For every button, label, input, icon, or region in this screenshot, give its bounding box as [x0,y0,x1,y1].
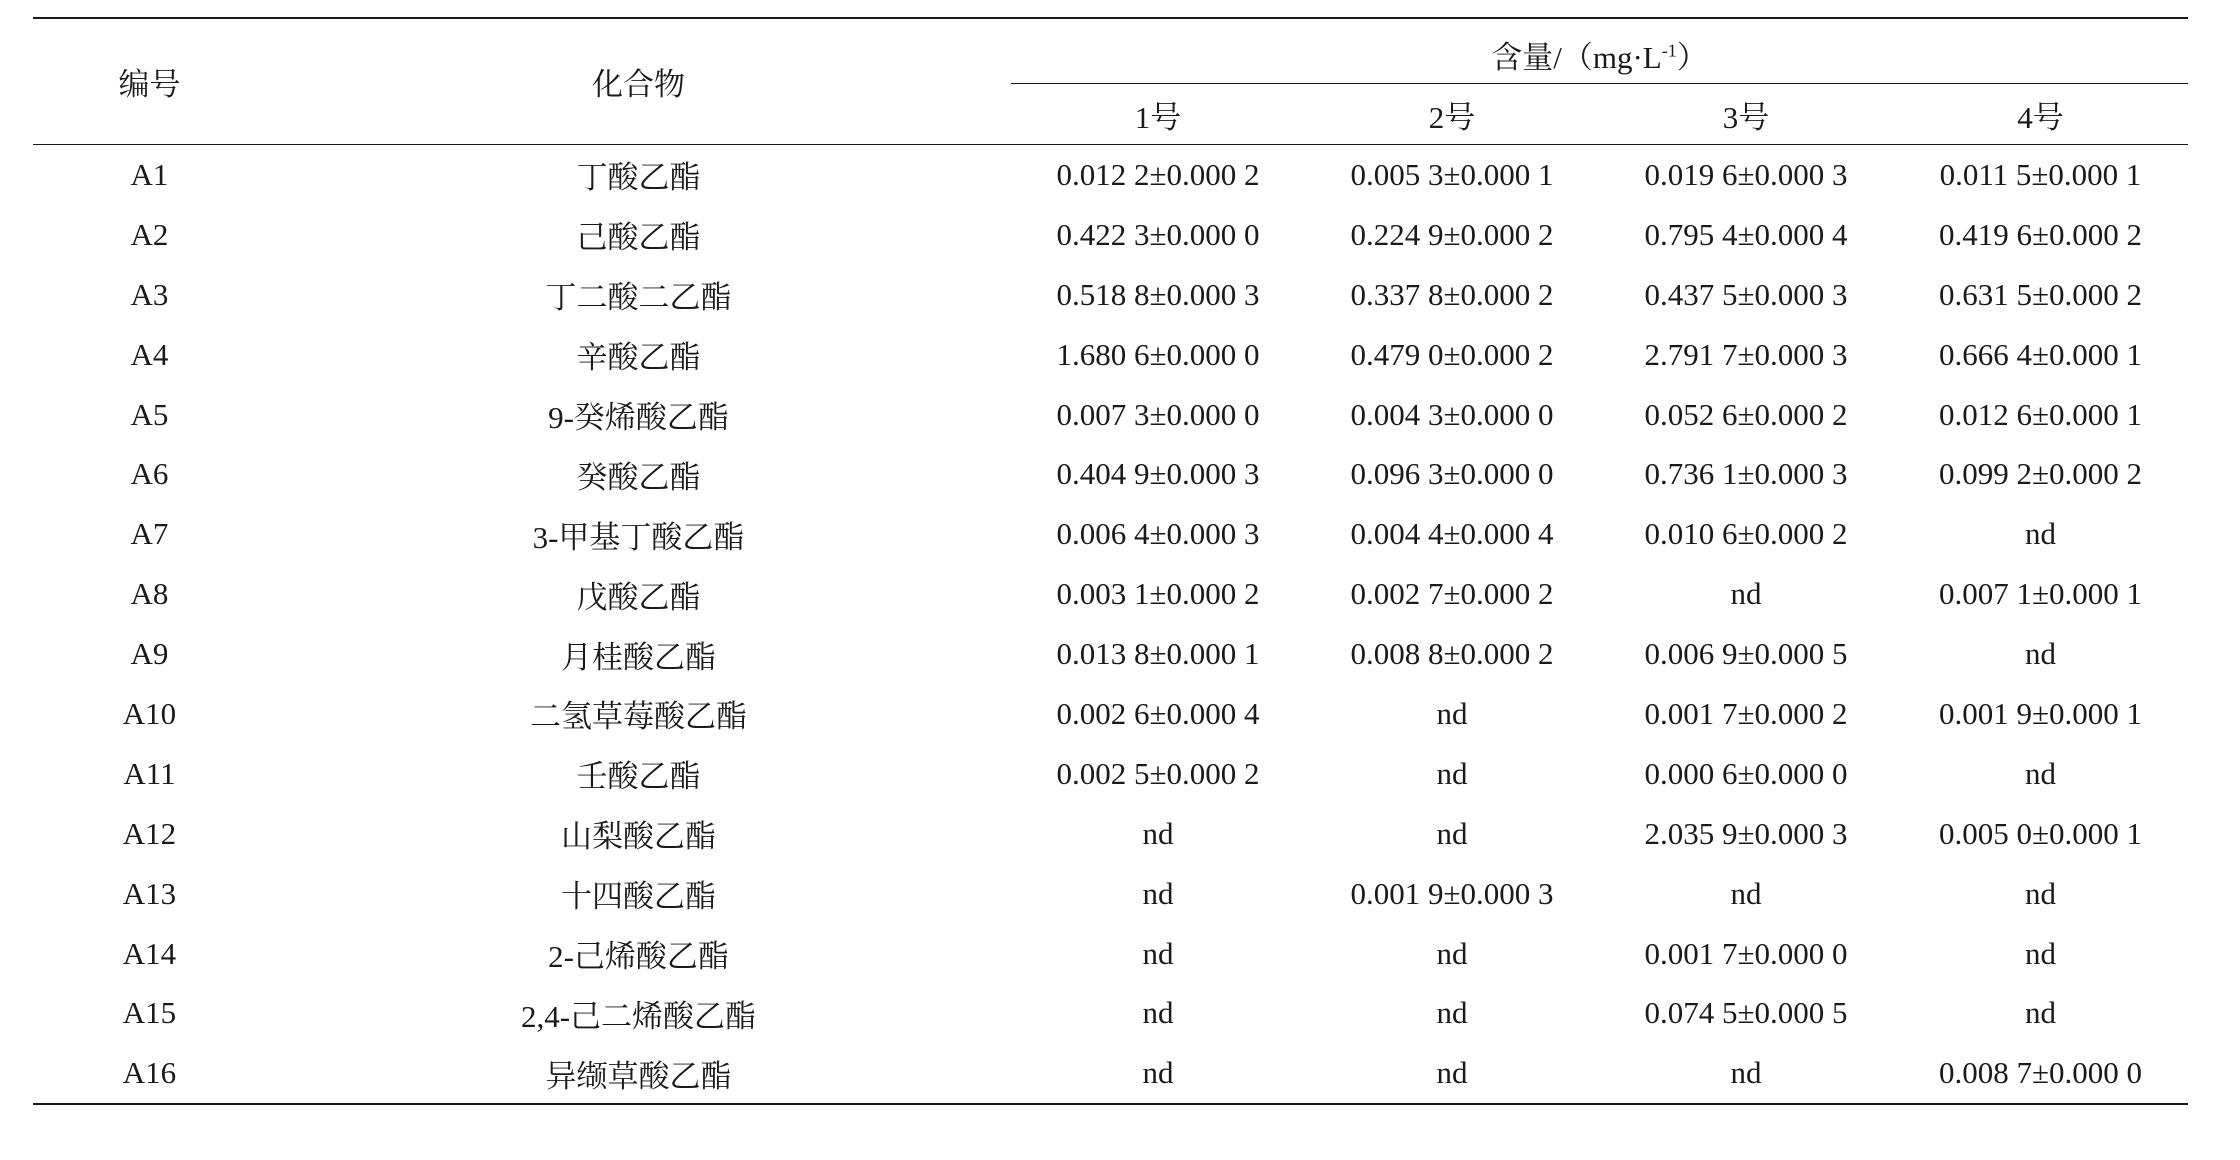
cell-compound: 丁二酸二乙酯 [545,280,732,316]
cell-content-sample-3: 0.010 6±0.000 2 [1644,516,1848,552]
cell-compound: 戊酸乙酯 [576,579,701,615]
cell-id: A13 [122,875,177,911]
cell-compound: 辛酸乙酯 [576,340,701,376]
cell-content-sample-4: nd [2025,636,2056,672]
cell-compound: 癸酸乙酯 [576,459,701,495]
cell-content-sample-3: 0.437 5±0.000 3 [1644,276,1848,312]
table-row [33,684,2188,744]
cell-content-sample-2: 0.005 3±0.000 1 [1350,156,1554,192]
cell-content-sample-3: 0.795 4±0.000 4 [1644,216,1848,252]
cell-content-sample-1: 0.003 1±0.000 2 [1056,576,1260,612]
cell-id: A10 [122,695,177,731]
cell-content-sample-1: 0.012 2±0.000 2 [1056,156,1260,192]
header-content-unit-sup: -1 [1661,40,1677,61]
header-sample-2: 2号 [1305,84,1599,145]
cell-compound: 山梨酸乙酯 [561,819,716,855]
cell-content-sample-3: 0.074 5±0.000 5 [1644,995,1848,1031]
cell-content-sample-2: nd [1305,1043,1599,1104]
cell-content-sample-1: nd [1142,995,1174,1031]
cell-id: A14 [122,935,177,971]
cell-compound: 2-己烯酸乙酯 [548,939,729,975]
cell-id: A3 [130,276,169,312]
cell-content-sample-2: 0.337 8±0.000 2 [1350,276,1554,312]
cell-content-sample-3: 0.001 7±0.000 0 [1644,935,1848,971]
cell-content-sample-1: 0.013 8±0.000 1 [1056,636,1260,672]
table-row [33,924,2188,984]
cell-content-sample-2: 0.002 7±0.000 2 [1350,576,1554,612]
compound-content-table [33,17,2188,1105]
cell-id: A1 [130,156,169,192]
cell-content-sample-2: 0.008 8±0.000 2 [1350,636,1554,672]
cell-content-sample-3: nd [1599,1043,1893,1104]
cell-content-sample-3: 0.052 6±0.000 2 [1644,396,1848,432]
header-compound: 化合物 [266,18,1011,145]
cell-content-sample-2: 0.001 9±0.000 3 [1350,875,1554,911]
cell-content-sample-1: 0.422 3±0.000 0 [1056,216,1260,252]
cell-compound: 壬酸乙酯 [576,759,701,795]
header-sample-3: 3号 [1599,84,1893,145]
cell-content-sample-3: 2.035 9±0.000 3 [1644,815,1848,851]
cell-id: A15 [122,995,177,1031]
cell-compound: 9-癸烯酸乙酯 [548,400,729,435]
cell-content-sample-4: 0.012 6±0.000 1 [1938,396,2142,432]
cell-content-sample-4: 0.005 0±0.000 1 [1938,815,2142,851]
table-body [33,145,2188,1105]
table-row [33,1043,2188,1104]
cell-content-sample-1: 0.404 9±0.000 3 [1056,456,1260,492]
table-row [33,325,2188,385]
cell-content-sample-3: 2.791 7±0.000 3 [1644,336,1848,372]
cell-content-sample-3: 0.006 9±0.000 5 [1644,636,1848,672]
cell-id: A6 [130,456,169,492]
cell-id: A4 [130,336,169,372]
header-sample-4: 4号 [1893,84,2188,145]
header-id: 编号 [33,18,266,145]
cell-content-sample-2: nd [1436,755,1468,791]
cell-content-sample-4: 0.008 7±0.000 0 [1893,1043,2188,1104]
cell-content-sample-4: nd [2025,755,2056,791]
cell-content-sample-2: nd [1436,815,1468,851]
header-sample-1: 1号 [1011,84,1305,145]
table-row [33,444,2188,504]
cell-compound: 异缬草酸乙酯 [266,1043,1011,1104]
cell-content-sample-2: 0.004 3±0.000 0 [1350,396,1554,432]
cell-content-sample-4: 0.631 5±0.000 2 [1938,276,2142,312]
cell-content-sample-4: 0.666 4±0.000 1 [1938,336,2142,372]
cell-id: A11 [123,755,176,791]
cell-content-sample-2: nd [1436,995,1468,1031]
cell-content-sample-1: 0.518 8±0.000 3 [1056,276,1260,312]
cell-id: A2 [130,216,169,252]
cell-compound: 二氢草莓酸乙酯 [530,699,747,735]
cell-content-sample-1: 0.002 6±0.000 4 [1056,695,1260,731]
cell-content-sample-3: nd [1730,875,1762,911]
table-row [33,804,2188,864]
cell-content-sample-2: 0.224 9±0.000 2 [1350,216,1554,252]
cell-content-sample-2: 0.096 3±0.000 0 [1350,456,1554,492]
cell-id: A7 [130,516,169,552]
table-row [33,504,2188,564]
cell-content-sample-2: 0.479 0±0.000 2 [1350,336,1554,372]
table-row [33,385,2188,445]
table-row [33,744,2188,804]
cell-content-sample-4: nd [2025,935,2056,971]
cell-content-sample-3: 0.736 1±0.000 3 [1644,456,1848,492]
cell-id: A12 [122,815,177,851]
header-content-group [1011,18,2188,84]
cell-compound: 月桂酸乙酯 [561,639,716,675]
cell-content-sample-4: 0.099 2±0.000 2 [1938,456,2142,492]
cell-content-sample-2: 0.004 4±0.000 4 [1350,516,1554,552]
cell-id: A8 [130,576,169,612]
table-header [33,18,2188,145]
cell-compound: 3-甲基丁酸乙酯 [532,519,745,555]
cell-compound: 己酸乙酯 [576,220,701,256]
cell-content-sample-4: 0.001 9±0.000 1 [1938,695,2142,731]
cell-content-sample-1: nd [1142,935,1174,971]
cell-compound: 2,4-己二烯酸乙酯 [520,998,757,1034]
table-row [33,864,2188,924]
cell-content-sample-4: nd [2025,516,2056,552]
cell-content-sample-1: 1.680 6±0.000 0 [1056,336,1260,372]
cell-compound: 丁酸乙酯 [576,160,701,196]
cell-content-sample-1: 0.002 5±0.000 2 [1056,755,1260,791]
cell-content-sample-1: nd [1011,1043,1305,1104]
header-content-label: 含量/（mg·L [1491,40,1662,75]
cell-id: A16 [33,1043,266,1104]
cell-content-sample-1: 0.006 4±0.000 3 [1056,516,1260,552]
cell-content-sample-4: 0.419 6±0.000 2 [1938,216,2142,252]
cell-content-sample-2: nd [1436,695,1468,731]
cell-content-sample-4: 0.011 5±0.000 1 [1939,156,2142,192]
table-row [33,983,2188,1043]
cell-id: A9 [130,636,169,672]
table-row [33,205,2188,265]
cell-content-sample-1: nd [1142,815,1174,851]
cell-compound: 十四酸乙酯 [561,879,716,915]
cell-content-sample-4: 0.007 1±0.000 1 [1938,576,2142,612]
cell-content-sample-3: 0.000 6±0.000 0 [1644,755,1848,791]
table-row [33,145,2188,205]
cell-content-sample-3: 0.019 6±0.000 3 [1644,156,1848,192]
cell-content-sample-3: 0.001 7±0.000 2 [1644,695,1848,731]
table-row [33,564,2188,624]
cell-content-sample-1: 0.007 3±0.000 0 [1056,396,1260,432]
cell-id: A5 [130,396,169,432]
cell-content-sample-2: nd [1436,935,1468,971]
cell-content-sample-3: nd [1730,576,1762,612]
table-row [33,265,2188,325]
cell-content-sample-4: nd [2025,995,2056,1031]
table-row [33,624,2188,684]
cell-content-sample-1: nd [1142,875,1174,911]
cell-content-sample-4: nd [2025,875,2056,911]
header-content-close: ） [1676,40,1708,75]
